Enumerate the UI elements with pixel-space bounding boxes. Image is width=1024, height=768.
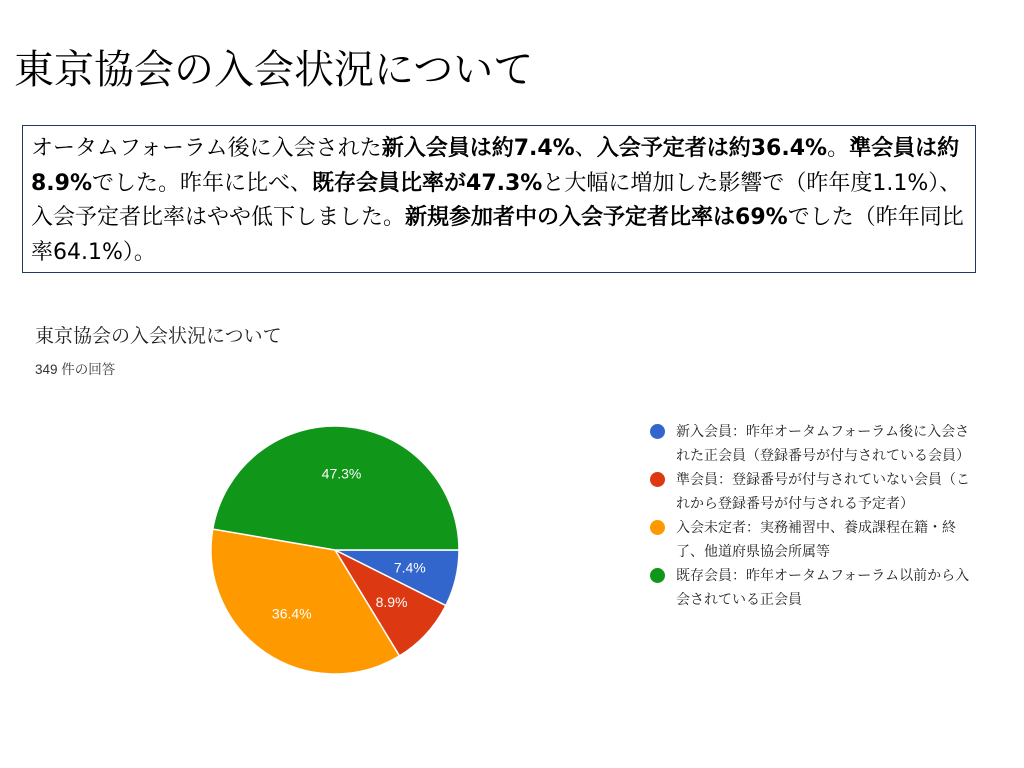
summary-text: と大幅に増加した影響で（昨年度1.1%）、入会予定者比率はやや低下しました。 bbox=[31, 170, 962, 230]
summary-highlight: 新規参加者中の入会予定者比率は69% bbox=[405, 205, 788, 230]
legend-label: 準会員：登録番号が付与されていない会員（これから登録番号が付与される予定者） bbox=[676, 472, 970, 512]
chart-legend bbox=[648, 420, 978, 612]
legend-label: 新入会員：昨年オータムフォーラム後に入会された正会員（登録番号が付与されている会員） bbox=[676, 424, 970, 464]
summary-box bbox=[22, 125, 976, 273]
legend-swatch bbox=[650, 424, 665, 439]
legend-label: 入会未定者：実務補習中、養成課程在籍・終了、他道府県協会所属等 bbox=[676, 520, 956, 560]
slide-title: 東京協会の入会状況について bbox=[14, 47, 534, 93]
summary-highlight: 既存会員比率が47.3% bbox=[312, 170, 543, 196]
chart-subtitle: 349 件の回答 bbox=[35, 362, 116, 377]
legend-item[interactable] bbox=[648, 564, 978, 612]
legend-item[interactable] bbox=[648, 420, 978, 468]
summary-highlight: 入会予定者は約36.4% bbox=[596, 136, 828, 161]
legend-swatch bbox=[650, 568, 665, 583]
pie-slice-label: 8.9% bbox=[375, 594, 408, 611]
summary-highlight: 準会員は約8.9% bbox=[31, 136, 960, 196]
pie-slice-label: 36.4% bbox=[271, 605, 312, 622]
pie-slice-label: 47.3% bbox=[321, 465, 362, 482]
pie-slice-label: 7.4% bbox=[393, 559, 426, 576]
legend-swatch bbox=[650, 472, 665, 487]
summary-highlight: 新入会員は約7.4% bbox=[381, 136, 575, 161]
summary-text: オータムフォーラム後に入会された bbox=[31, 136, 382, 161]
legend-item[interactable] bbox=[648, 468, 978, 516]
pie-chart bbox=[205, 420, 465, 680]
pie-slice[interactable] bbox=[213, 426, 459, 550]
chart-title: 東京協会の入会状況について bbox=[35, 326, 282, 347]
legend-item[interactable] bbox=[648, 516, 978, 564]
legend-label: 既存会員：昨年オータムフォーラム以前から入会されている正会員 bbox=[676, 568, 970, 608]
summary-text: 、 bbox=[574, 136, 597, 161]
summary-text: 。 bbox=[827, 136, 850, 161]
summary-text: でした（昨年同比率64.1%）。 bbox=[31, 205, 964, 265]
summary-text: でした。昨年に比べ、 bbox=[92, 170, 313, 196]
legend-swatch bbox=[650, 520, 665, 535]
